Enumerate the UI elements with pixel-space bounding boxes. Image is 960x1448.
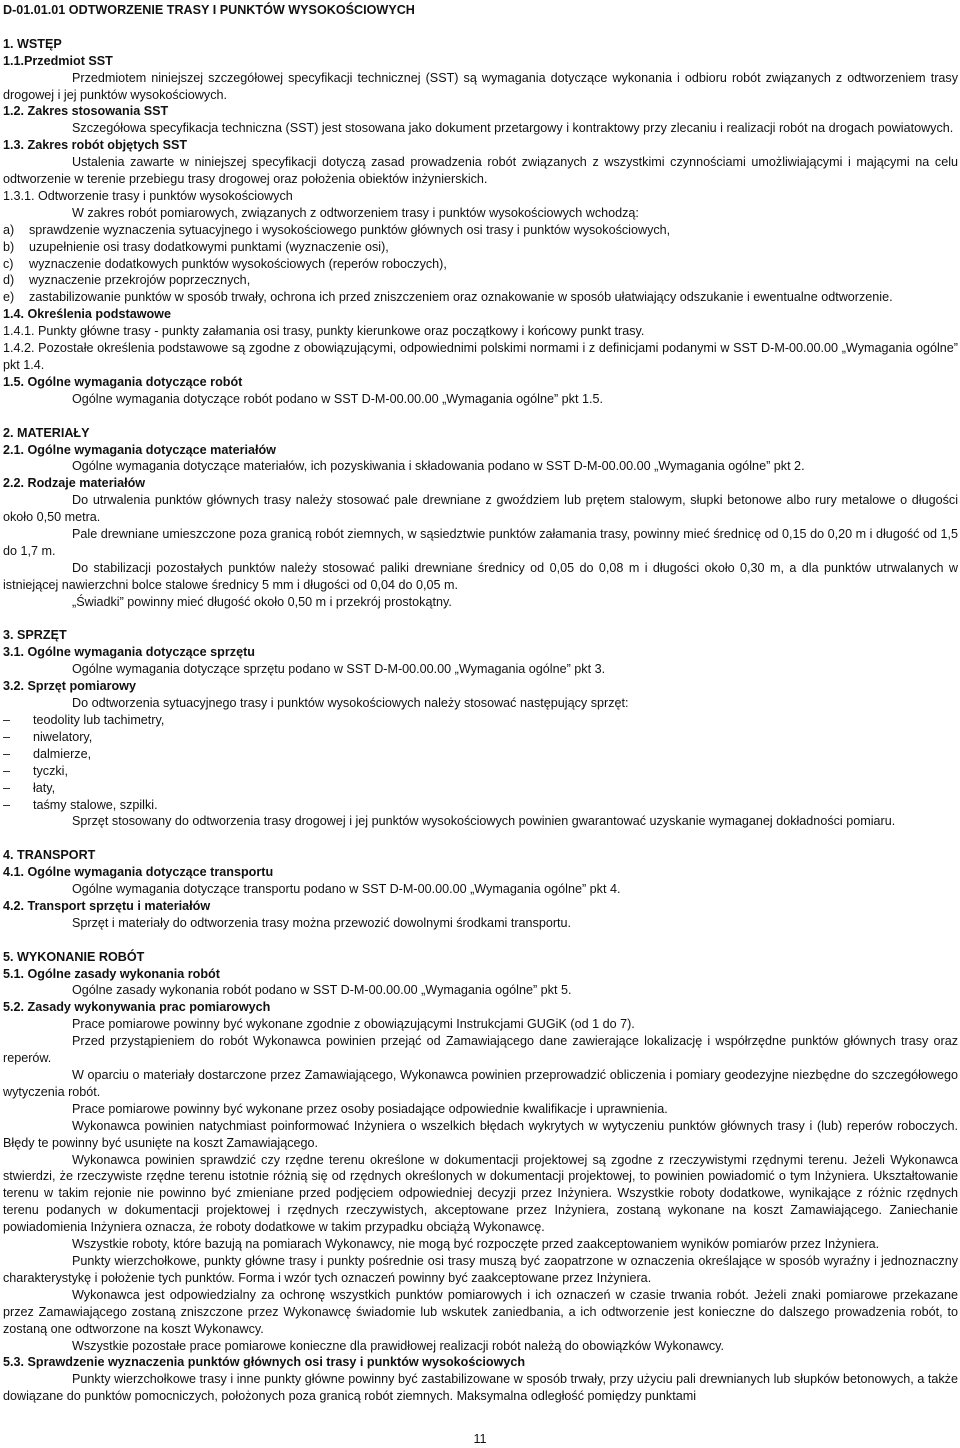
heading-4-1: 4.1. Ogólne wymagania dotyczące transportu [3, 865, 274, 880]
paragraph-5-2: Przed przystąpieniem do robót Wykonawca powinien przejąć od Zamawiającego dane zawierające lokalizację i współrzędne punktów głównych trasy oraz reperów. [3, 1034, 958, 1066]
paragraph-2-2-a: Do utrwalenia punktów głównych trasy należy stosować pale drewniane z gwoździem lub prętem stalowym, słupki betonowe albo rury metalowe o długości około 0,50 metra. [3, 493, 958, 525]
document-title: D-01.01.01 ODTWORZENIE TRASY I PUNKTÓW WYSOKOŚCIOWYCH [3, 3, 415, 17]
paragraph-5-2: Prace pomiarowe powinny być wykonane przez osoby posiadające odpowiednie kwalifikacje i uprawnienia. [72, 1101, 668, 1116]
paragraph-5-2: Punkty wierzchołkowe, punkty główne trasy i punkty pośrednie osi trasy muszą być zaopatrzone w oznaczenia określające w sposób wyraźny i jednoznaczny charakterystykę i położenie tych punktów. Forma i wzór tych oznaczeń powinny być zaakceptowane przez Inżyniera. [3, 1253, 958, 1285]
heading-2-1: 2.1. Ogólne wymagania dotyczące materiałów [3, 442, 276, 457]
paragraph-1-2: Szczegółowa specyfikacja techniczna (SST) jest stosowana jako dokument przetargowy i kontraktowy przy zlecaniu i realizacji robót na drogach powiatowych. [72, 121, 954, 136]
list-item: d) wyznaczenie przekrojów poprzecznych, [3, 273, 251, 288]
paragraph-1-4-1: 1.4.1. Punkty główne trasy - punkty załamania osi trasy, punkty kierunkowe oraz początkowy i końcowy punkt trasy. [3, 324, 645, 339]
paragraph-1-3: Ustalenia zawarte w niniejszej specyfikacji dotyczą zasad prowadzenia robót związanych z wszystkimi czynnościami umożliwiającymi i mającymi na celu odtworzenie w terenie przebiegu trasy drogowej oraz położenia obiektów inżynierskich. [3, 155, 958, 187]
section-1-heading: 1. WSTĘP [3, 36, 62, 51]
dash-mark: – [3, 746, 11, 761]
dash-mark: – [3, 713, 11, 728]
heading-1-3-1: 1.3.1. Odtworzenie trasy i punktów wysokościowych [3, 188, 293, 203]
dash-mark: – [3, 797, 11, 812]
heading-5-2: 5.2. Zasady wykonywania prac pomiarowych [3, 1000, 271, 1015]
heading-1-5: 1.5. Ogólne wymagania dotyczące robót [3, 374, 243, 389]
paragraph-1-1: Przedmiotem niniejszej szczegółowej specyfikacji technicznej (SST) są wymagania dotyczące wykonania i odbioru robót związanych z odtworzeniem trasy drogowej i jej punktów wysokościowych. [3, 70, 958, 102]
paragraph-2-2-b: Pale drewniane umieszczone poza granicą robót ziemnych, w sąsiedztwie punktów załamania trasy, powinny mieć średnicę od 0,15 do 0,20 m i długość od 1,5 do 1,7 m. [3, 527, 958, 558]
section-5-heading: 5. WYKONANIE ROBÓT [3, 949, 145, 964]
paragraph-1-3-1: W zakres robót pomiarowych, związanych z odtworzeniem trasy i punktów wysokościowych wchodzą: [72, 205, 639, 220]
paragraph-5-3: Punkty wierzchołkowe trasy i inne punkty główne powinny być zastabilizowane w sposób trwały, przy użyciu pali drewnianych lub słupków betonowych, a także dowiązane do punktów pomocniczych, położonych poza granicą robót ziemnych. Maksymalna odległość pomiędzy punktami [3, 1372, 958, 1404]
paragraph-4-2: Sprzęt i materiały do odtworzenia trasy można przewozić dowolnymi środkami transportu. [72, 915, 572, 930]
paragraph-3-2-b: Sprzęt stosowany do odtworzenia trasy drogowej i jej punktów wysokościowych powinien gwarantować uzyskanie wymaganej dokładności pomiaru. [72, 814, 896, 829]
paragraph-2-1: Ogólne wymagania dotyczące materiałów, ich pozyskiwania i składowania podano w SST D-M-00.00.00 „Wymagania ogólne” pkt 2. [72, 459, 805, 474]
paragraph-5-2: Prace pomiarowe powinny być wykonane zgodnie z obowiązującymi Instrukcjami GUGiK (od 1 do 7). [72, 1017, 635, 1032]
heading-1-1: 1.1.Przedmiot SST [3, 53, 113, 68]
list-item: – łaty, [3, 780, 56, 795]
equipment-list [3, 712, 958, 813]
heading-1-2: 1.2. Zakres stosowania SST [3, 104, 169, 119]
section-4-heading: 4. TRANSPORT [3, 848, 96, 863]
paragraph-5-2: Wykonawca powinien sprawdzić czy rzędne terenu określone w dokumentacji projektowej są zgodne z rzeczywistymi rzędnymi terenu. Jeżeli Wykonawca stwierdzi, że rzeczywiste rzędne terenu istotnie różnią się od rzędnych określonych w dokumentacji projektowej, to powinien powiadomić o tym Inżyniera. Ukształtowanie terenu w takim rejonie nie powinno być zmieniane przed podjęciem odpowiedniej decyzji przez Inżyniera. Wszystkie roboty dodatkowe, wynikające z różnic rzędnych terenu podanych w dokumentacji projektowej i rzędnych rzeczywistych, akceptowane przez Inżyniera, zostaną wykonane na koszt Zamawiającego. Zaniechanie powiadomienia Inżyniera oznacza, że roboty dodatkowe w takim przypadku obciążą Wykonawcę. [3, 1152, 958, 1235]
dash-mark: – [3, 780, 11, 795]
paragraph-1-4-2: 1.4.2. Pozostałe określenia podstawowe są zgodne z obowiązującymi, odpowiednimi polskimi normami i z definicjami podanymi w SST D-M-00.00.00 „Wymagania ogólne” pkt 1.4. [3, 341, 958, 373]
list-item: a) sprawdzenie wyznaczenia sytuacyjnego i wysokościowego punktów głównych osi trasy i punktów wysokościowych, [3, 222, 671, 237]
paragraph-2-2-c: Do stabilizacji pozostałych punktów należy stosować paliki drewniane średnicy od 0,05 do 0,08 m i długości około 0,30 m, a dla punktów utrwalanych w istniejącej nawierzchni bolce stalowe średnicy 5 mm i długości od 0,04 do 0,05 m. [3, 560, 958, 592]
paragraph-3-1: Ogólne wymagania dotyczące sprzętu podano w SST D-M-00.00.00 „Wymagania ogólne” pkt 3. [72, 662, 606, 677]
heading-5-3: 5.3. Sprawdzenie wyznaczenia punktów głównych osi trasy i punktów wysokościowych [3, 1355, 526, 1370]
list-item: – teodolity lub tachimetry, [3, 713, 165, 728]
heading-3-2: 3.2. Sprzęt pomiarowy [3, 679, 136, 694]
heading-2-2: 2.2. Rodzaje materiałów [3, 476, 146, 491]
section-2-heading: 2. MATERIAŁY [3, 425, 90, 440]
heading-4-2: 4.2. Transport sprzętu i materiałów [3, 898, 211, 913]
heading-1-3: 1.3. Zakres robót objętych SST [3, 138, 188, 153]
list-item: c) wyznaczenie dodatkowych punktów wysokościowych (reperów roboczych), [3, 256, 447, 271]
list-item: – taśmy stalowe, szpilki. [3, 797, 158, 812]
paragraph-5-2: Wszystkie roboty, które bazują na pomiarach Wykonawcy, nie mogą być rozpoczęte przed zaakceptowaniem wyników pomiarów przez Inżyniera. [72, 1237, 880, 1252]
list-item: e) zastabilizowanie punktów w sposób trwały, ochrona ich przed zniszczeniem oraz oznakowanie w sposób ułatwiający odszukanie i ewentualne odtworzenie. [3, 290, 893, 305]
section-3-heading: 3. SPRZĘT [3, 628, 67, 643]
list-1-3-1 [3, 222, 958, 307]
dash-mark: – [3, 729, 11, 744]
paragraph-3-2: Do odtworzenia sytuacyjnego trasy i punktów wysokościowych należy stosować następujący sprzęt: [72, 696, 629, 711]
heading-5-1: 5.1. Ogólne zasady wykonania robót [3, 966, 220, 981]
paragraph-5-2: Wykonawca jest odpowiedzialny za ochronę wszystkich punktów pomiarowych i ich oznaczeń w czasie trwania robót. Jeżeli znaki pomiarowe przekazane przez Zamawiającego zostaną zniszczone przez Wykonawcę świadomie lub wskutek zaniedbania, a ich odtworzenie jest konieczne do dalszego prowadzenia robót, to zostaną one odtworzone na koszt Wykonawcy. [3, 1287, 958, 1336]
list-item: – tyczki, [3, 763, 68, 778]
list-item: b) uzupełnienie osi trasy dodatkowymi punktami (wyznaczenie osi), [3, 239, 389, 254]
list-item: – dalmierze, [3, 746, 92, 761]
dash-mark: – [3, 763, 11, 778]
paragraph-4-1: Ogólne wymagania dotyczące transportu podano w SST D-M-00.00.00 „Wymagania ogólne” pkt 4. [72, 882, 621, 897]
paragraph-5-1: Ogólne zasady wykonania robót podano w SST D-M-00.00.00 „Wymagania ogólne” pkt 5. [72, 983, 572, 998]
page-number: 11 [473, 1432, 487, 1446]
paragraph-5-2: Wszystkie pozostałe prace pomiarowe konieczne dla prawidłowej realizacji robót należą do obowiązków Wykonawcy. [72, 1338, 725, 1353]
paragraph-5-2: Wykonawca powinien natychmiast poinformować Inżyniera o wszelkich błędach wykrytych w wytyczeniu punktów głównych trasy i (lub) reperów roboczych. Błędy te powinny być usunięte na koszt Zamawiającego. [3, 1118, 958, 1150]
paragraph-5-2: W oparciu o materiały dostarczone przez Zamawiającego, Wykonawca powinien przeprowadzić obliczenia i pomiary geodezyjne niezbędne do szczegółowego wytyczenia robót. [3, 1068, 958, 1099]
heading-1-4: 1.4. Określenia podstawowe [3, 307, 171, 322]
list-item: – niwelatory, [3, 729, 93, 744]
paragraph-2-2-d: „Świadki” powinny mieć długość około 0,50 m i przekrój prostokątny. [72, 594, 452, 609]
paragraph-1-5: Ogólne wymagania dotyczące robót podano w SST D-M-00.00.00 „Wymagania ogólne” pkt 1.5. [72, 391, 603, 406]
heading-3-1: 3.1. Ogólne wymagania dotyczące sprzętu [3, 645, 255, 660]
